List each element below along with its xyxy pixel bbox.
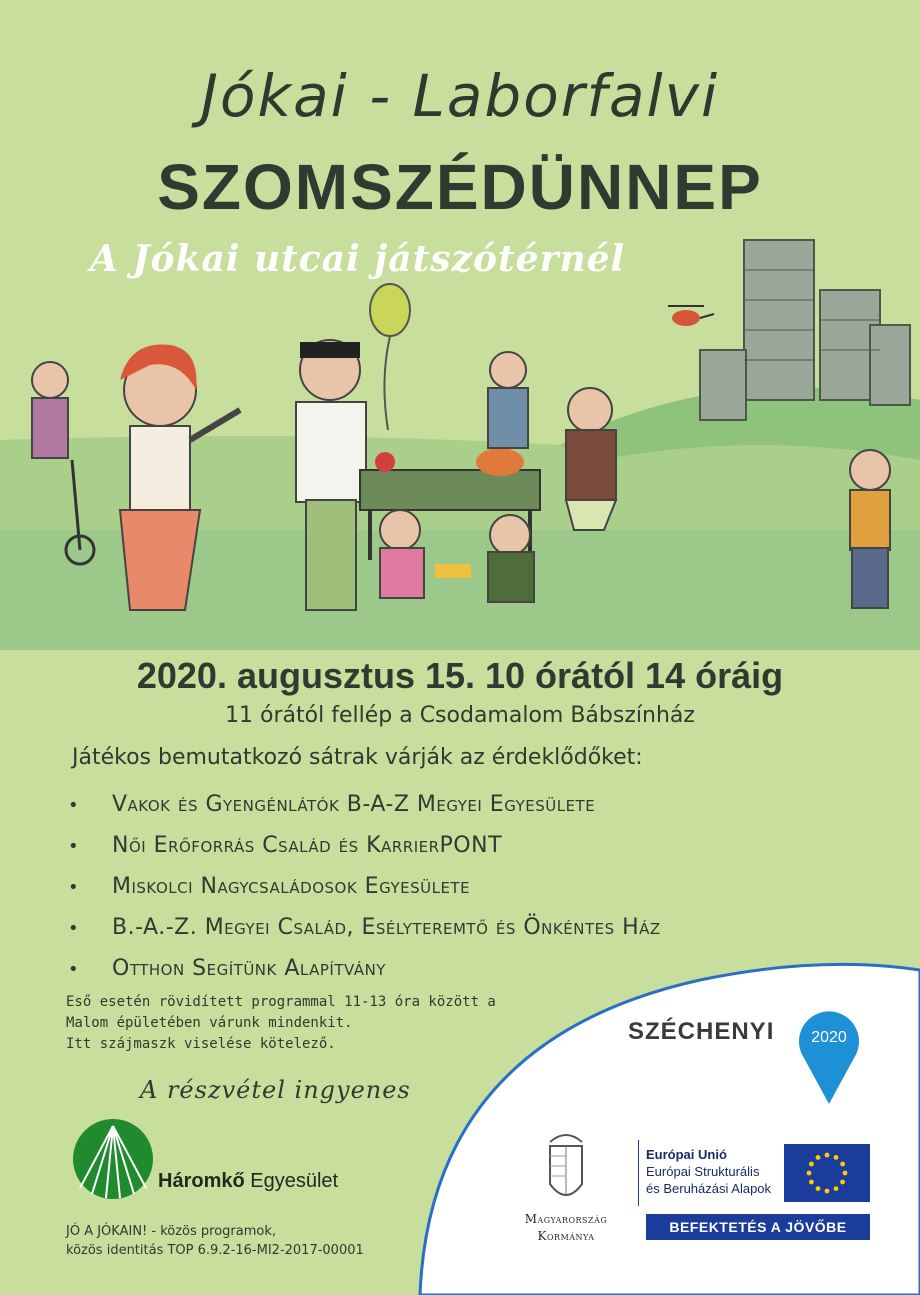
bullet-icon: • <box>68 877 80 898</box>
eu-star-icon <box>825 1189 830 1194</box>
list-item: • Miskolci Nagycsaládosok Egyesülete <box>68 872 661 913</box>
puppet-show-note: 11 órától fellép a Csodamalom Bábszínház <box>225 703 695 728</box>
list-item: • B.-A.-Z. Megyei Család, Esélyteremtő és Önkéntes Ház <box>68 913 661 954</box>
eu-star-icon <box>834 1155 839 1160</box>
government-label: Magyarország Kormánya <box>524 1212 608 1243</box>
list-item: • Vakok és Gyengénlátók B-A-Z Megyei Egyesülete <box>68 790 661 831</box>
bullet-icon: • <box>68 918 80 939</box>
event-name: SZOMSZÉDÜNNEP <box>157 151 763 223</box>
invest-banner: BEFEKTETÉS A JÖVŐBE <box>646 1214 870 1240</box>
event-date-time: 2020. augusztus 15. 10 órától 14 óráig <box>136 655 784 696</box>
eu-star-icon <box>840 1180 845 1185</box>
venue-tagline: A Jókai utcai játszótérnél <box>90 238 626 280</box>
svg-text:2020: 2020 <box>811 1029 847 1046</box>
page-title: Jókai - Laborfalvi <box>200 62 720 130</box>
eu-star-icon <box>809 1180 814 1185</box>
szechenyi-logo-text: SZÉCHENYI <box>628 1018 775 1045</box>
eu-funds-text: Európai Unió Európai Strukturális és Beruházási Alapok <box>646 1147 772 1196</box>
divider <box>638 1140 639 1206</box>
eu-star-icon <box>816 1155 821 1160</box>
bullet-icon: • <box>68 836 80 857</box>
eu-star-icon <box>809 1162 814 1167</box>
eu-star-icon <box>834 1186 839 1191</box>
eu-star-icon <box>843 1171 848 1176</box>
free-admission: A részvétel ingyenes <box>140 1076 411 1104</box>
hungarian-coat-of-arms-icon <box>540 1128 592 1208</box>
list-item: • Otthon Segítünk Alapítvány <box>68 954 661 995</box>
eu-flag-icon <box>784 1144 870 1202</box>
eu-star-icon <box>825 1153 830 1158</box>
eu-star-icon <box>840 1162 845 1167</box>
project-note: JÓ A JÓKAIN! - közös programok, közös identitás TOP 6.9.2-16-MI2-2017-00001 <box>66 1224 364 1258</box>
organizer-name: Háromkő Egyesület <box>158 1170 339 1192</box>
szechenyi-pin-icon <box>796 1002 862 1106</box>
rain-notice: Eső esetén rövidített programmal 11-13 óra között a Malom épületében várunk mindenkit. Itt szájmaszk viselése kötelező. <box>66 994 496 1052</box>
bullet-icon: • <box>68 795 80 816</box>
eu-star-icon <box>807 1171 812 1176</box>
list-item: • Női Erőforrás Család és KarrierPONT <box>68 831 661 872</box>
bullet-icon: • <box>68 959 80 980</box>
eu-star-icon <box>816 1186 821 1191</box>
tents-intro: Játékos bemutatkozó sátrak várják az érdeklődőket: <box>72 745 643 770</box>
